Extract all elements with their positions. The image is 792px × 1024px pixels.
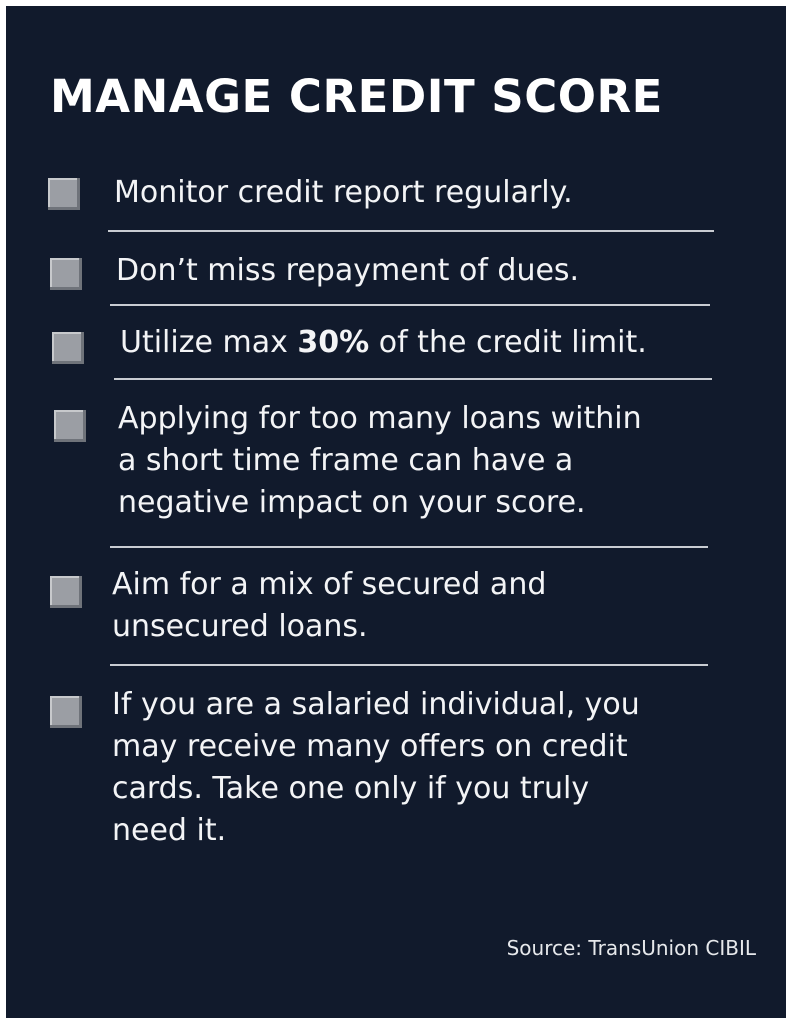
tip-repayment [116, 250, 579, 292]
checkbox-icon [50, 576, 82, 608]
tip-text-before: Utilize max [120, 325, 298, 360]
card-title: MANAGE CREDIT SCORE [50, 70, 663, 123]
checkbox-icon [54, 410, 86, 442]
tip-line: need it. [112, 813, 227, 848]
tip-line: may receive many offers on credit [112, 729, 628, 764]
tip-text: Don’t miss repayment of dues. [116, 253, 580, 288]
tip-line: Applying for too many loans within [118, 401, 642, 436]
tip-line: If you are a salaried individual, you [112, 687, 640, 722]
divider [110, 664, 708, 666]
credit-tips-card [6, 6, 786, 1018]
divider [110, 304, 710, 306]
tip-line: a short time frame can have a [118, 443, 574, 478]
tip-line: negative impact on your score. [118, 485, 586, 520]
checkbox-icon [52, 332, 84, 364]
tip-loan-mix [112, 564, 546, 648]
tip-utilization [120, 322, 647, 364]
checkbox-icon [50, 696, 82, 728]
tip-line: cards. Take one only if you truly [112, 771, 590, 806]
tip-text: Monitor credit report regularly. [114, 175, 573, 210]
divider [108, 230, 714, 232]
divider [110, 546, 708, 548]
source-credit: Source: TransUnion CIBIL [506, 936, 756, 960]
tip-line: unsecured loans. [112, 609, 368, 644]
divider [114, 378, 712, 380]
checkbox-icon [50, 258, 82, 290]
tip-credit-card-offers [112, 684, 640, 852]
tip-monitor-report [114, 172, 573, 214]
tip-line: Aim for a mix of secured and [112, 567, 547, 602]
tip-percentage: 30% [297, 325, 370, 360]
checkbox-icon [48, 178, 80, 210]
tip-too-many-loans [118, 398, 642, 524]
tip-text-after: of the credit limit. [369, 325, 647, 360]
